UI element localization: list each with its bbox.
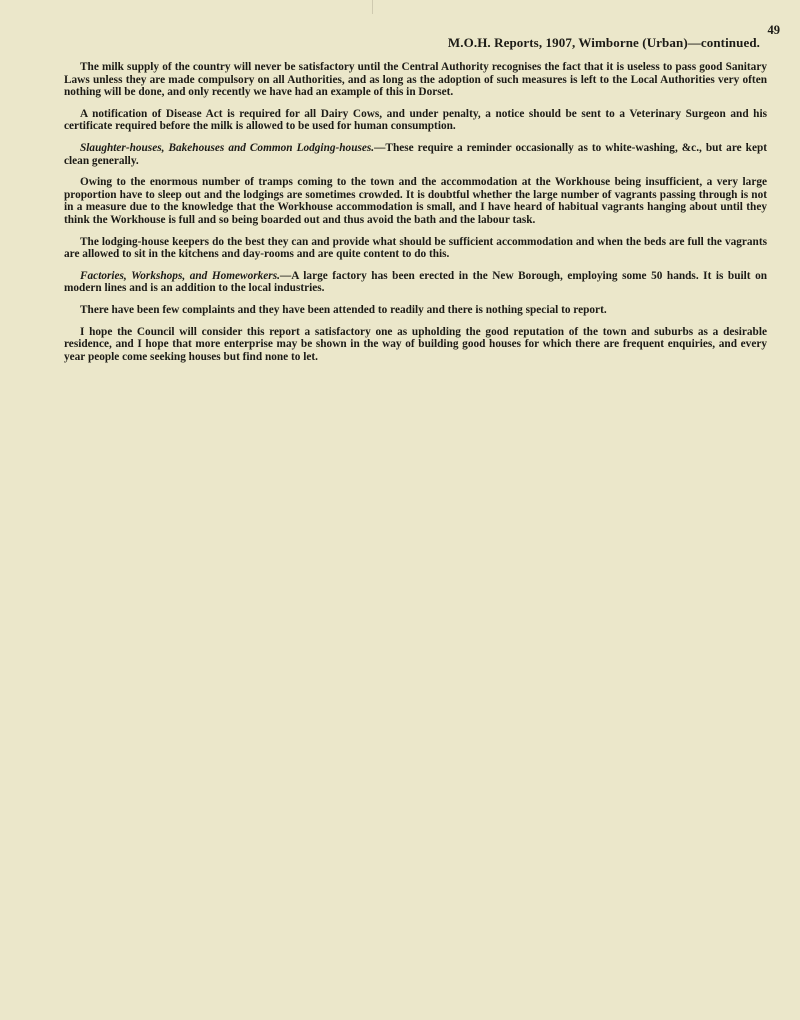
paragraph-disease-notification	[64, 108, 767, 133]
paragraph-complaints	[64, 304, 767, 317]
report-body	[64, 61, 767, 372]
paragraph-text: —A large factory has been erected in the New Borough, employing some 50 hands. It is built on modern lines and is an addition to the local industries.	[64, 269, 767, 295]
section-heading: Factories, Workshops, and Homeworkers.	[80, 269, 280, 282]
paragraph-conclusion	[64, 326, 767, 364]
section-heading: Slaughter-houses, Bakehouses and Common Lodging-houses.	[80, 141, 375, 154]
paragraph-text: —These require a reminder occasionally as to white-washing, &c., but are kept clean generally.	[64, 141, 767, 167]
paragraph-tramps	[64, 176, 767, 226]
paragraph-text: The milk supply of the country will never be satisfactory until the Central Authority recognises the fact that it is useless to pass good Sanitary Laws unless they are made compulsory on all Authorities, and as long as the adoption of such measures is left to the Local Authorities very often nothing will be done, and only recently we have had an example of this in Dorset.	[64, 61, 767, 99]
page-crease-mark	[372, 0, 373, 14]
page-number: 49	[767, 23, 780, 37]
paragraph-lodging-house-keepers	[64, 236, 767, 261]
paragraph-text: There have been few complaints and they have been attended to readily and there is nothing special to report.	[80, 303, 607, 316]
paragraph-text: A notification of Disease Act is required for all Dairy Cows, and under penalty, a notice should be sent to a Veterinary Surgeon and his certificate required before the milk is allowed to be used for human consumption.	[64, 107, 767, 133]
running-header: M.O.H. Reports, 1907, Wimborne (Urban)—continued.	[447, 35, 760, 50]
paragraph-milk-supply	[64, 61, 767, 99]
paragraph-text: The lodging-house keepers do the best they can and provide what should be sufficient accommodation and when the beds are full the vagrants are allowed to sit in the kitchens and day-rooms and are quite content to do this.	[64, 235, 767, 261]
paragraph-text: Owing to the enormous number of tramps coming to the town and the accommodation at the Workhouse being insufficient, a very large proportion have to sleep out and the lodgings are sometimes crowded. It is doubtful whether the large number of vagrants passing through is not in a measure due to the knowledge that the Workhouse accommodation is small, and I have heard of habitual vagrants hanging about until they think the Workhouse is full and so being boarded out and thus avoid the bath and the labour task.	[64, 176, 767, 226]
paragraph-slaughter-houses	[64, 142, 767, 167]
paragraph-factories	[64, 270, 767, 295]
paragraph-text: I hope the Council will consider this report a satisfactory one as upholding the good reputation of the town and suburbs as a desirable residence, and I hope that more enterprise may be shown in the way of building good houses for which there are frequent enquiries, and every year people come seeking houses but find none to let.	[64, 325, 767, 363]
